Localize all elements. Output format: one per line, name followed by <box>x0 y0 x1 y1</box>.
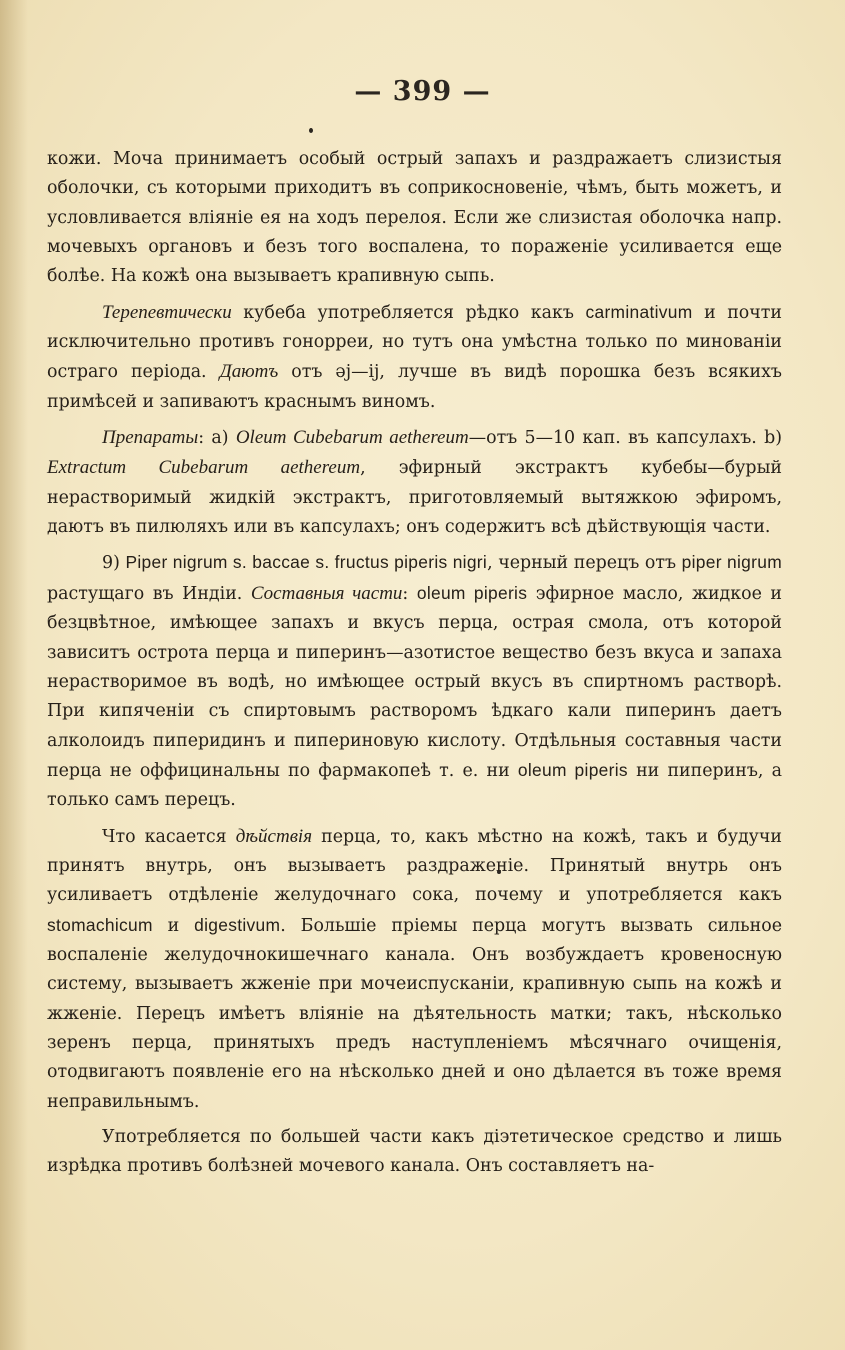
text-run: Употребляется по большей части какъ діэтетическое средство и лишь изрѣдка противъ болѣзней мочевого канала. Онъ составляетъ на- <box>47 1127 782 1177</box>
latin-term: stomachicum <box>47 914 153 935</box>
latin-term: oleum piperis <box>416 582 528 603</box>
paragraph-6 <box>47 1123 782 1182</box>
italic-term: Oleum Cubebarum aethereum <box>235 427 469 449</box>
text-run: кожи. Моча принимаетъ особый острый запахъ и раздражаетъ слизистыя оболочки, съ которыми приходитъ въ соприкосновеніе, чѣмъ, быть можетъ, и условливается вліяніе ея на ходъ перелоя. Если же слизистая оболочка напр. мочевыхъ органовъ и безъ того воспалена, то пораженіе усиливается еще болѣе. На кожѣ она вызываетъ крапивную сыпь. <box>47 149 782 287</box>
text-run: , черный перецъ отъ <box>487 553 682 574</box>
italic-term: Extractum Cubebarum aethereum <box>47 457 361 479</box>
page-body <box>47 145 782 1182</box>
binding-shadow <box>0 0 28 1350</box>
latin-term: carminativum <box>585 301 693 322</box>
text-run: Что касается <box>102 826 236 847</box>
latin-term: Piper nigrum s. baccae s. fructus piperis nigri <box>125 552 488 573</box>
latin-term: digestivum <box>194 914 281 935</box>
latin-term: piper nigrum <box>681 552 782 573</box>
text-run: : a) <box>198 428 236 449</box>
text-run: ни пиперинъ, а только самъ перецъ. <box>47 760 782 811</box>
text-run: эфирное масло, жидкое и безцвѣтное, имѣющее запахъ и вкусъ перца, острая смола, отъ которой зависитъ острота перца и пиперинъ—азотистое вещество безъ вкуса и запаха нерастворимое въ водѣ, но имѣющее острый вкусъ въ спиртномъ растворѣ. При кипяченіи съ спиртовымъ растворомъ ѣдкаго кали пиперинъ даетъ алколоидъ пиперидинъ и пипериновую кислоту. Отдѣльныя составныя части перца не оффицинальны по фармакопеѣ т. е. ни <box>47 583 783 781</box>
paragraph-4 <box>47 548 782 815</box>
paragraph-2 <box>47 298 782 417</box>
italic-term: Препараты <box>102 427 199 449</box>
paragraph-5 <box>47 822 782 1117</box>
text-run: . Большіе пріемы перца могутъ вызвать сильное воспаленіе желудочнокишечнаго канала. Онъ возбуждаетъ кровеносную систему, вызываетъ жженіе при мочеиспусканіи, крапивную сыпь на кожѣ и жженіе. Перецъ имѣетъ вліяніе на дѣятельность матки; такъ, нѣсколько зеренъ перца, принятыхъ предъ наступленіемъ мѣсячнаго очищенія, отодвигаютъ появленіе его на нѣсколько дней и оно дѣлается въ тоже время неправильнымъ. <box>47 915 782 1112</box>
text-run: перца, то, какъ мѣстно на кожѣ, такъ и будучи принятъ внутрь, онъ вызываетъ раздраженіе. Принятый внутрь онъ усиливаетъ отдѣленіе желудочнаго сока, почему и употребляется какъ <box>47 826 782 906</box>
paragraph-1 <box>47 145 782 292</box>
italic-term: Составныя части <box>250 582 403 604</box>
text-run: и <box>152 915 195 936</box>
text-run: 9) <box>102 553 126 574</box>
text-run: растущаго въ Индіи. <box>47 583 251 604</box>
paragraph-3 <box>47 423 782 542</box>
italic-term: дѣйствія <box>235 825 313 847</box>
text-run: —отъ 5—10 кап. въ капсулахъ. b) <box>468 428 782 449</box>
text-run: кубеба употребляется рѣдко какъ <box>231 302 586 323</box>
italic-term: Даютъ <box>219 361 279 383</box>
ink-speck <box>309 128 313 133</box>
text-run: : <box>402 583 417 604</box>
page-number: — 399 — <box>354 76 491 107</box>
italic-term: Терепевтически <box>102 301 232 323</box>
latin-term: oleum piperis <box>517 759 628 780</box>
text-run: и почти исключительно противъ гонорреи, но тутъ она умѣстна только по минованіи остраго періода. <box>47 302 782 383</box>
text-run: отъ ǝj—ij, лучше въ видѣ порошка безъ всякихъ примѣсей и запиваютъ краснымъ виномъ. <box>47 362 782 412</box>
text-run: , эфирный экстрактъ кубебы—бурый нерастворимый жидкій экстрактъ, приготовляемый вытяжкою эфиромъ, даютъ въ пилюляхъ или въ капсулахъ; онъ содержитъ всѣ дѣйствующія части. <box>47 458 782 538</box>
